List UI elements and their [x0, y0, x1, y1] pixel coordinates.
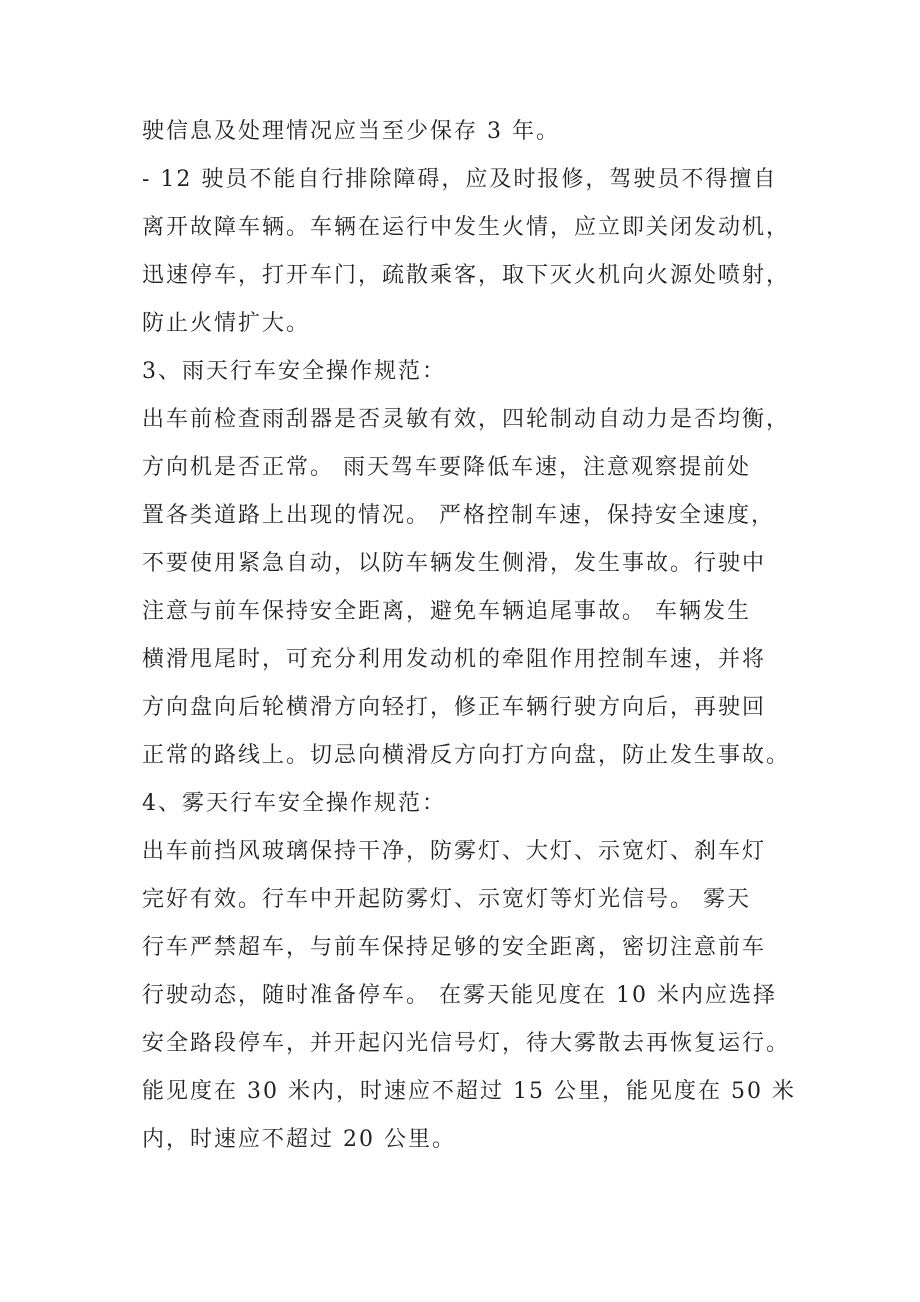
text-line-9: 置各类道路上出现的情况。 严格控制车速，保持安全速度，	[142, 503, 775, 528]
text-line-14: 正常的路线上。切忌向横滑反方向打方向盘，防止发生事故。	[142, 743, 791, 768]
document-body	[142, 108, 796, 1164]
text-line-19: 行驶动态，随时准备停车。 在雾天能见度在 10 米内应选择	[142, 983, 777, 1008]
text-line-20: 安全路段停车，并开起闪光信号灯，待大雾散去再恢复运行。	[142, 1031, 791, 1056]
text-line-7: 出车前检查雨刮器是否灵敏有效，四轮制动自动力是否均衡，	[142, 407, 791, 432]
text-line-8: 方向机是否正常。 雨天驾车要降低车速，注意观察提前处	[142, 455, 751, 480]
text-line-4: 迅速停车，打开车门，疏散乘客，取下灭火机向火源处喷射，	[142, 263, 791, 288]
text-line-2: - 12 驶员不能自行排除障碍，应及时报修，驾驶员不得擅自	[142, 167, 778, 192]
text-line-17: 完好有效。行车中开起防雾灯、示宽灯等灯光信号。 雾天	[142, 887, 751, 912]
text-line-5: 防止火情扩大。	[142, 311, 311, 336]
text-line-11: 注意与前车保持安全距离，避免车辆追尾事故。 车辆发生	[142, 599, 751, 624]
text-line-18: 行车严禁超车，与前车保持足够的安全距离，密切注意前车	[142, 935, 767, 960]
text-line-21: 能见度在 30 米内，时速应不超过 15 公里，能见度在 50 米	[142, 1079, 796, 1104]
text-line-22: 内，时速应不超过 20 公里。	[142, 1127, 456, 1152]
text-line-16: 出车前挡风玻璃保持干净，防雾灯、大灯、示宽灯、刹车灯	[142, 839, 767, 864]
text-line-3: 离开故障车辆。车辆在运行中发生火情，应立即关闭发动机，	[142, 215, 791, 240]
text-line-13: 方向盘向后轮横滑方向轻打，修正车辆行驶方向后，再驶回	[142, 695, 767, 720]
text-line-1: 驶信息及处理情况应当至少保存 3 年。	[142, 119, 560, 144]
text-line-10: 不要使用紧急自动，以防车辆发生侧滑，发生事故。行驶中	[142, 551, 767, 576]
section-heading-fog: 4、雾天行车安全操作规范：	[142, 791, 446, 816]
text-line-12: 横滑甩尾时，可充分利用发动机的牵阻作用控制车速，并将	[142, 647, 767, 672]
section-heading-rain: 3、雨天行车安全操作规范：	[142, 359, 446, 384]
